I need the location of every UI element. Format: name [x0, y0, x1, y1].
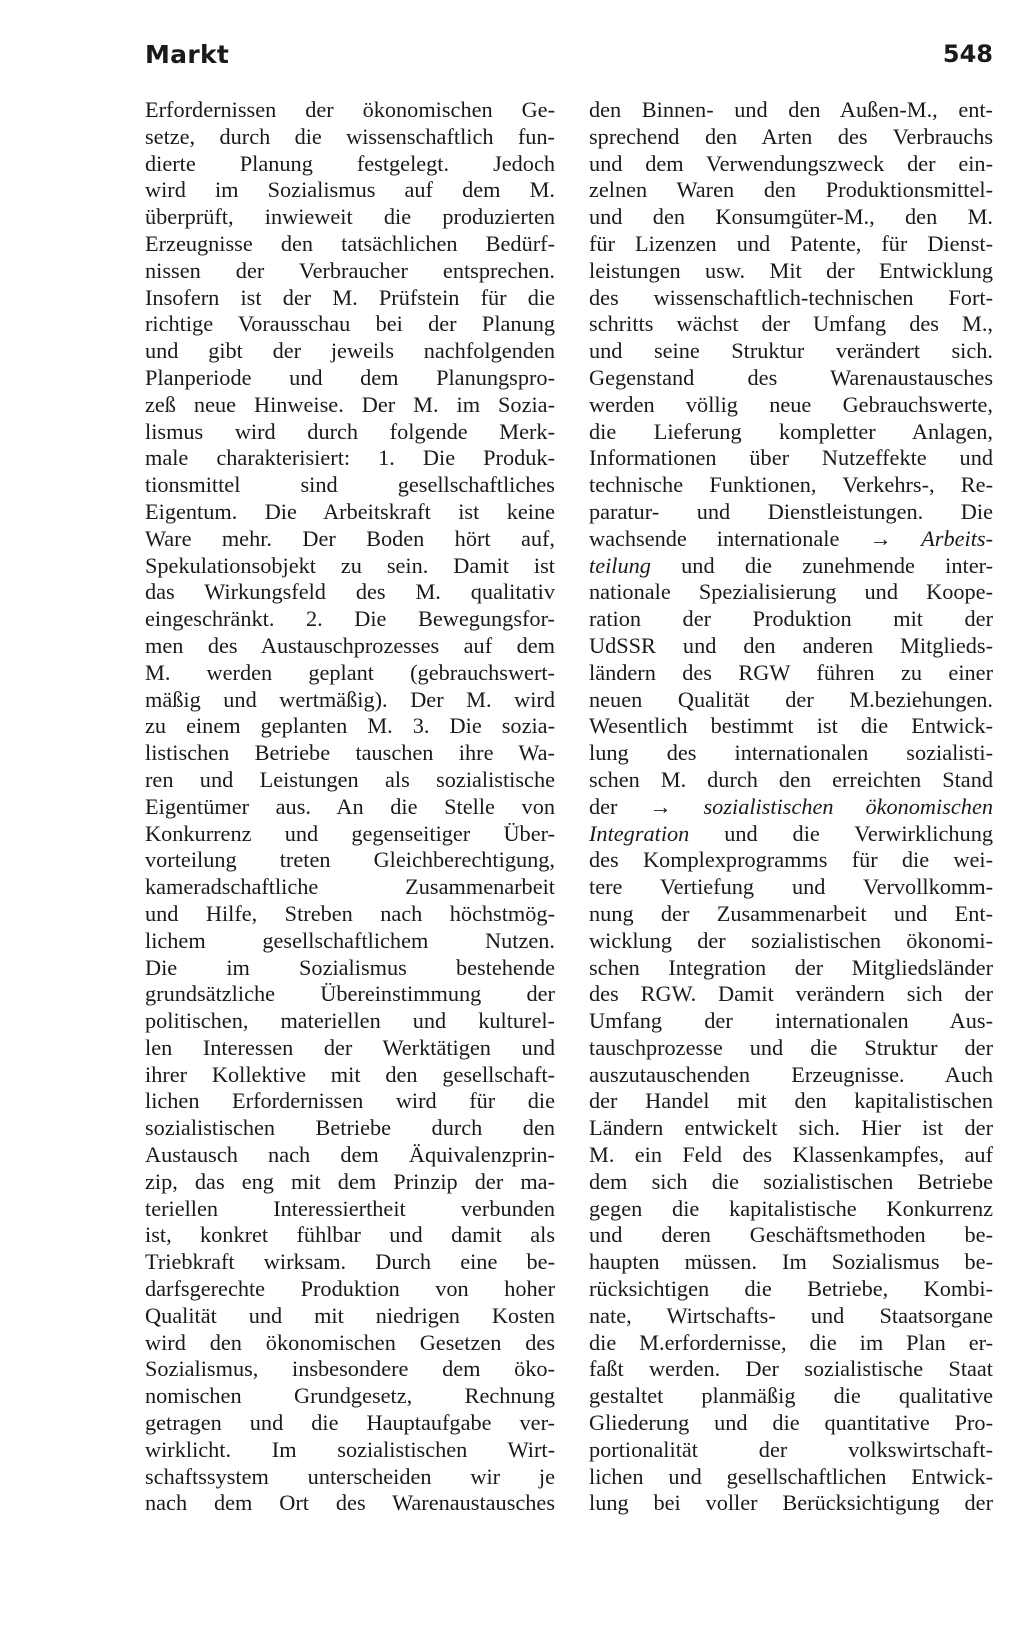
text-line	[145, 1356, 555, 1383]
text-line	[589, 285, 993, 312]
text-segment: Erzeugnisse den tatsächlichen Bedürf-	[145, 230, 555, 256]
text-segment: schaftssystem unterscheiden wir je	[145, 1463, 555, 1489]
text-segment: zu einem geplanten M. 3. Die sozia-	[145, 713, 555, 739]
text-line	[589, 740, 993, 767]
text-segment: Triebkraft wirksam. Durch eine be-	[145, 1249, 555, 1275]
text-segment: sozialistischen Betriebe durch den	[145, 1115, 555, 1141]
text-segment: den Binnen- und den Außen-M., ent-	[589, 97, 993, 122]
text-segment: lichem gesellschaftlichem Nutzen.	[145, 927, 555, 953]
text-line	[589, 445, 993, 472]
text-line	[145, 901, 555, 928]
text-segment: nung der Zusammenarbeit und Ent-	[589, 900, 993, 926]
text-segment: und dem Verwendungszweck der ein-	[589, 150, 993, 176]
text-segment: getragen und die Hauptaufgabe ver-	[145, 1410, 555, 1436]
text-line	[145, 928, 555, 955]
right-text-column	[589, 97, 993, 1517]
text-line	[145, 1196, 555, 1223]
text-line	[589, 1008, 993, 1035]
text-segment: zip, das eng mit dem Prinzip der ma-	[145, 1168, 555, 1194]
text-segment: lismus wird durch folgende Merk-	[145, 418, 555, 444]
text-segment: rücksichtigen die Betriebe, Kombi-	[589, 1276, 993, 1302]
text-line	[145, 874, 555, 901]
text-line	[145, 847, 555, 874]
text-line	[589, 1169, 993, 1196]
text-segment: ihrer Kollektive mit den gesellschaft-	[145, 1061, 555, 1087]
text-line	[589, 1142, 993, 1169]
text-segment: Umfang der internationalen Aus-	[589, 1008, 993, 1034]
text-segment: Gegenstand des Warenaustausches	[589, 364, 993, 390]
text-line	[589, 1437, 993, 1464]
text-segment: nissen der Verbraucher entsprechen.	[145, 257, 555, 283]
text-segment: lichen Erfordernissen wird für die	[145, 1088, 555, 1114]
text-line	[145, 821, 555, 848]
text-line	[145, 1035, 555, 1062]
text-segment: wirklicht. Im sozialistischen Wirt-	[145, 1436, 555, 1462]
text-line	[589, 606, 993, 633]
text-segment: Ware mehr. Der Boden hört auf,	[145, 525, 555, 551]
text-line	[589, 1490, 993, 1517]
text-line	[145, 97, 555, 124]
text-segment: lung bei voller Berücksichtigung der	[589, 1490, 993, 1516]
text-line	[145, 285, 555, 312]
text-segment: schritts wächst der Umfang des M.,	[589, 311, 993, 337]
text-line	[589, 928, 993, 955]
text-line	[145, 740, 555, 767]
text-line	[145, 151, 555, 178]
text-segment: Erfordernissen der ökonomischen Ge-	[145, 97, 555, 122]
text-line	[145, 553, 555, 580]
text-segment: Eigentümer aus. An die Stelle von	[145, 793, 555, 819]
text-line	[145, 499, 555, 526]
text-line	[589, 124, 993, 151]
text-segment: wird im Sozialismus auf dem M.	[145, 177, 555, 203]
text-segment: überprüft, inwieweit die produzierten	[145, 204, 555, 230]
text-segment: des Komplexprogramms für die wei-	[589, 847, 993, 873]
text-line	[589, 1410, 993, 1437]
text-segment: nationale Spezialisierung und Koope-	[589, 579, 993, 605]
text-segment: eingeschränkt. 2. Die Bewegungsfor-	[145, 606, 555, 632]
text-segment: vorteilung treten Gleichberechtigung,	[145, 847, 555, 873]
text-line	[589, 472, 993, 499]
text-line	[145, 633, 555, 660]
text-line	[589, 338, 993, 365]
text-line	[589, 981, 993, 1008]
text-segment: Konkurrenz und gegenseitiger Über-	[145, 820, 555, 846]
text-line	[589, 1115, 993, 1142]
text-segment: der Handel mit den kapitalistischen	[589, 1088, 993, 1114]
text-line	[145, 1222, 555, 1249]
text-segment: M. werden geplant (gebrauchswert-	[145, 659, 555, 685]
left-text-column	[145, 97, 555, 1517]
text-line	[589, 1276, 993, 1303]
text-segment: die M.erfordernisse, die im Plan er-	[589, 1329, 993, 1355]
text-line	[145, 794, 555, 821]
text-line	[589, 1249, 993, 1276]
text-line	[589, 874, 993, 901]
text-line	[145, 1330, 555, 1357]
text-line	[589, 901, 993, 928]
text-segment: technische Funktionen, Verkehrs-, Re-	[589, 472, 993, 498]
text-segment: tauschprozesse und die Struktur der	[589, 1034, 993, 1060]
text-line	[589, 553, 993, 580]
running-head-title: Markt	[145, 40, 230, 69]
text-line	[589, 1330, 993, 1357]
text-segment: gestaltet planmäßig die qualitative	[589, 1383, 993, 1409]
text-segment: das Wirkungsfeld des M. qualitativ	[145, 579, 555, 605]
text-segment: mäßig und wertmäßig). Der M. wird	[145, 686, 555, 712]
text-segment: haupten müssen. Im Sozialismus be-	[589, 1249, 993, 1275]
text-segment: und die Verwirklichung	[689, 820, 993, 846]
text-line	[145, 258, 555, 285]
text-segment: grundsätzliche Übereinstimmung der	[145, 981, 555, 1007]
text-line	[589, 955, 993, 982]
text-segment: tere Vertiefung und Vervollkomm-	[589, 874, 993, 900]
text-segment: Ländern entwickelt sich. Hier ist der	[589, 1115, 993, 1141]
text-segment: leistungen usw. Mit der Entwicklung	[589, 257, 993, 283]
text-line	[589, 1062, 993, 1089]
text-segment: auszutauschenden Erzeugnisse. Auch	[589, 1061, 993, 1087]
text-segment: ländern des RGW führen zu einer	[589, 659, 993, 685]
text-line	[589, 1035, 993, 1062]
text-line	[589, 1383, 993, 1410]
page-number: 548	[942, 40, 993, 68]
text-line	[589, 1303, 993, 1330]
text-segment: male charakterisiert: 1. Die Produk-	[145, 445, 555, 471]
text-segment: Spekulationsobjekt zu sein. Damit ist	[145, 552, 555, 578]
text-segment: schen M. durch den erreichten Stand	[589, 766, 993, 792]
text-line	[589, 579, 993, 606]
text-segment: lung des internationalen sozialisti-	[589, 740, 993, 766]
text-segment: sprechend den Arten des Verbrauchs	[589, 123, 993, 149]
text-segment: teriellen Interessiertheit verbunden	[145, 1195, 555, 1221]
text-segment: nate, Wirtschafts- und Staatsorgane	[589, 1302, 993, 1328]
text-segment: men des Austauschprozesses auf dem	[145, 632, 555, 658]
text-segment: werden völlig neue Gebrauchswerte,	[589, 391, 993, 417]
text-line	[589, 767, 993, 794]
text-line	[145, 1249, 555, 1276]
text-line	[589, 633, 993, 660]
text-line	[589, 687, 993, 714]
text-segment: setze, durch die wissenschaftlich fun-	[145, 123, 555, 149]
text-segment: Informationen über Nutzeffekte und	[589, 445, 993, 471]
text-segment: neuen Qualität der M.beziehungen.	[589, 686, 993, 712]
cross-reference: → sozialistischen ökonomischen	[649, 793, 993, 819]
text-segment: nach dem Ort des Warenaustausches	[145, 1490, 555, 1516]
text-line	[589, 1356, 993, 1383]
text-line	[589, 392, 993, 419]
text-line	[145, 204, 555, 231]
text-line	[145, 338, 555, 365]
text-segment: ren und Leistungen als sozialistische	[145, 766, 555, 792]
text-segment: wird den ökonomischen Gesetzen des	[145, 1329, 555, 1355]
text-line	[589, 847, 993, 874]
text-line	[589, 204, 993, 231]
text-segment: die Lieferung kompletter Anlagen,	[589, 418, 993, 444]
text-segment: zeß neue Hinweise. Der M. im Sozia-	[145, 391, 555, 417]
text-line	[145, 1062, 555, 1089]
text-line	[145, 1115, 555, 1142]
text-segment: len Interessen der Werktätigen und	[145, 1034, 555, 1060]
text-segment: darfsgerechte Produktion von hoher	[145, 1276, 555, 1302]
text-line	[145, 660, 555, 687]
text-line	[589, 499, 993, 526]
text-segment: dierte Planung festgelegt. Jedoch	[145, 150, 555, 176]
text-line	[589, 419, 993, 446]
text-line	[589, 526, 993, 553]
text-line	[589, 151, 993, 178]
text-line	[145, 687, 555, 714]
text-segment: des RGW. Damit verändern sich der	[589, 981, 993, 1007]
text-segment: wachsende internationale	[589, 525, 870, 551]
text-line	[589, 311, 993, 338]
text-line	[589, 365, 993, 392]
text-segment: ist, konkret fühlbar und damit als	[145, 1222, 555, 1248]
text-segment: gegen die kapitalistische Konkurrenz	[589, 1195, 993, 1221]
text-segment: Planperiode und dem Planungspro-	[145, 364, 555, 390]
text-line	[145, 1303, 555, 1330]
text-line	[145, 1008, 555, 1035]
text-segment: Wesentlich bestimmt ist die Entwick-	[589, 713, 993, 739]
text-segment: und den Konsumgüter-M., den M.	[589, 204, 993, 230]
text-segment: Insofern ist der M. Prüfstein für die	[145, 284, 555, 310]
text-line	[145, 526, 555, 553]
text-line	[589, 794, 993, 821]
text-line	[145, 606, 555, 633]
text-segment: M. ein Feld des Klassenkampfes, auf	[589, 1142, 993, 1168]
text-line	[145, 767, 555, 794]
text-line	[145, 177, 555, 204]
text-segment: und die zunehmende inter-	[650, 552, 993, 578]
text-line	[589, 713, 993, 740]
text-segment: kameradschaftliche Zusammenarbeit	[145, 874, 555, 900]
text-line	[589, 231, 993, 258]
text-segment: nomischen Grundgesetz, Rechnung	[145, 1383, 555, 1409]
text-line	[589, 1196, 993, 1223]
text-segment: wicklung der sozialistischen ökonomi-	[589, 927, 993, 953]
text-segment: Qualität und mit niedrigen Kosten	[145, 1302, 555, 1328]
text-line	[145, 419, 555, 446]
text-segment: Eigentum. Die Arbeitskraft ist keine	[145, 498, 555, 524]
text-line	[589, 258, 993, 285]
cross-reference: teilung	[589, 552, 651, 578]
text-segment: Gliederung und die quantitative Pro-	[589, 1410, 993, 1436]
text-line	[589, 660, 993, 687]
text-segment: des wissenschaftlich-technischen Fort-	[589, 284, 993, 310]
text-line	[589, 821, 993, 848]
text-line	[145, 1464, 555, 1491]
text-segment: paratur- und Dienstleistungen. Die	[589, 498, 993, 524]
text-line	[145, 392, 555, 419]
text-line	[589, 177, 993, 204]
text-line	[589, 1088, 993, 1115]
text-line	[145, 1410, 555, 1437]
text-line	[145, 1169, 555, 1196]
text-segment: und Hilfe, Streben nach höchstmög-	[145, 900, 555, 926]
text-segment: richtige Vorausschau bei der Planung	[145, 311, 555, 337]
text-line	[145, 445, 555, 472]
text-line	[145, 311, 555, 338]
text-segment: zelnen Waren den Produktionsmittel-	[589, 177, 993, 203]
text-segment: für Lizenzen und Patente, für Dienst-	[589, 230, 993, 256]
text-line	[145, 365, 555, 392]
text-segment: listischen Betriebe tauschen ihre Wa-	[145, 740, 555, 766]
text-segment: UdSSR und den anderen Mitglieds-	[589, 632, 993, 658]
text-segment: und deren Geschäftsmethoden be-	[589, 1222, 993, 1248]
text-segment: Die im Sozialismus bestehende	[145, 954, 555, 980]
cross-reference: Integration	[589, 820, 690, 846]
text-segment: ration der Produktion mit der	[589, 606, 993, 632]
text-line	[145, 713, 555, 740]
text-line	[145, 579, 555, 606]
text-line	[145, 124, 555, 151]
text-line	[145, 1088, 555, 1115]
text-line	[145, 1490, 555, 1517]
cross-reference: → Arbeits-	[869, 525, 993, 551]
text-segment: politischen, materiellen und kulturel-	[145, 1008, 555, 1034]
text-line	[589, 1222, 993, 1249]
text-line	[145, 231, 555, 258]
text-segment: schen Integration der Mitgliedsländer	[589, 954, 993, 980]
text-segment: faßt werden. Der sozialistische Staat	[589, 1356, 993, 1382]
text-line	[145, 1383, 555, 1410]
text-line	[589, 1464, 993, 1491]
text-line	[145, 1142, 555, 1169]
page-header	[145, 40, 993, 80]
text-segment: und gibt der jeweils nachfolgenden	[145, 338, 555, 364]
text-line	[145, 1437, 555, 1464]
text-segment: lichen und gesellschaftlichen Entwick-	[589, 1463, 993, 1489]
text-line	[589, 97, 993, 124]
text-segment: tionsmittel sind gesellschaftliches	[145, 472, 555, 498]
text-segment: portionalität der volkswirtschaft-	[589, 1436, 993, 1462]
text-line	[145, 955, 555, 982]
text-segment: und seine Struktur verändert sich.	[589, 338, 993, 364]
text-segment: Austausch nach dem Äquivalenzprin-	[145, 1142, 555, 1168]
text-segment: dem sich die sozialistischen Betriebe	[589, 1168, 993, 1194]
text-segment: der	[589, 793, 650, 819]
text-line	[145, 472, 555, 499]
text-line	[145, 1276, 555, 1303]
text-line	[145, 981, 555, 1008]
text-segment: Sozialismus, insbesondere dem öko-	[145, 1356, 555, 1382]
